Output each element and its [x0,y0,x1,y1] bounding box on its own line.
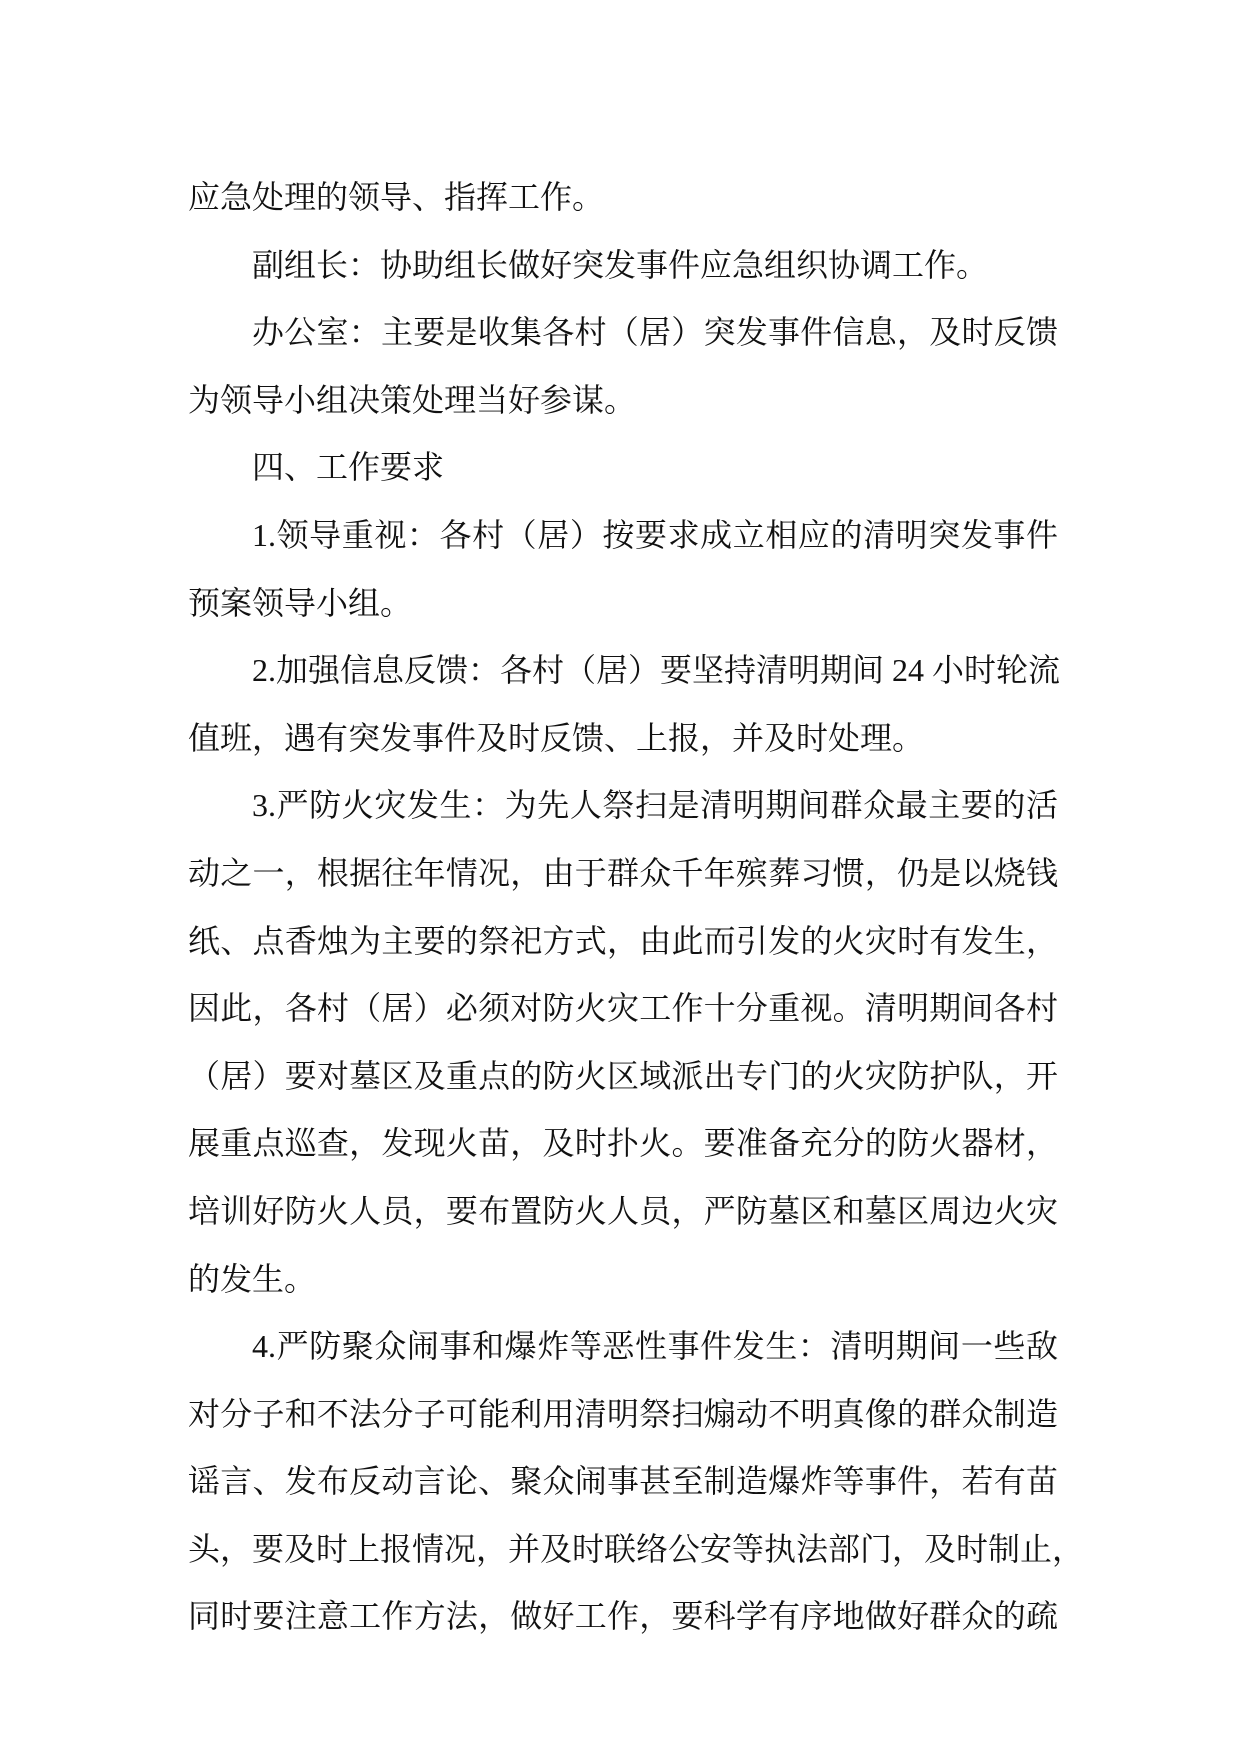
text-line: 展重点巡查，发现火苗，及时扑火。要准备充分的防火器材， [188,1125,1058,1162]
requirement-3-fire-prevention [188,772,1058,1313]
text-line: 同时要注意工作方法，做好工作，要科学有序地做好群众的疏 [188,1598,1058,1635]
text-line: 因此，各村（居）必须对防火灾工作十分重视。清明期间各村 [188,990,1058,1027]
paragraph-office [188,299,1058,434]
requirement-2-information-feedback [188,637,1061,772]
text-line: 为领导小组决策处理当好参谋。 [188,381,637,418]
text-line: 4.严防聚众闹事和爆炸等恶性事件发生：清明期间一些敌 [252,1328,1058,1365]
text-line: 的发生。 [188,1260,317,1297]
text-line: 头，要及时上报情况，并及时联络公安等执法部门，及时制止， [188,1530,1085,1567]
text-line: 动之一，根据往年情况，由于群众千年殡葬习惯，仍是以烧钱 [188,854,1058,891]
text-line: （居）要对墓区及重点的防火区域派出专门的火灾防护队，开 [188,1057,1058,1094]
section-heading-work-requirements [188,434,1058,502]
document-body [188,164,1085,1651]
text-line: 3.严防火灾发生：为先人祭扫是清明期间群众最主要的活 [252,787,1058,824]
paragraph-deputy-leader [188,232,1058,300]
text-line: 值班，遇有突发事件及时反馈、上报，并及时处理。 [188,719,925,756]
text-line: 纸、点香烛为主要的祭祀方式，由此而引发的火灾时有发生， [188,922,1058,959]
text-line: 1.领导重视：各村（居）按要求成立相应的清明突发事件 [252,516,1058,553]
paragraph-group-leader-duty-continued [188,164,1058,232]
requirement-1-leadership [188,502,1058,637]
requirement-4-prevent-incidents [188,1313,1085,1651]
text-line: 副组长：协助组长做好突发事件应急组织协调工作。 [252,246,989,283]
text-line: 2.加强信息反馈：各村（居）要坚持清明期间 24 小时轮流 [252,652,1061,689]
text-line: 培训好防火人员，要布置防火人员，严防墓区和墓区周边火灾 [188,1192,1058,1229]
text-line: 应急处理的领导、指挥工作。 [188,179,605,215]
text-line: 对分子和不法分子可能利用清明祭扫煽动不明真像的群众制造 [188,1395,1058,1432]
text-line: 预案领导小组。 [188,584,413,621]
text-line: 谣言、发布反动言论、聚众闹事甚至制造爆炸等事件，若有苗 [188,1463,1058,1500]
text-line: 办公室：主要是收集各村（居）突发事件信息，及时反馈 [252,314,1058,351]
section-heading: 四、工作要求 [252,449,445,486]
